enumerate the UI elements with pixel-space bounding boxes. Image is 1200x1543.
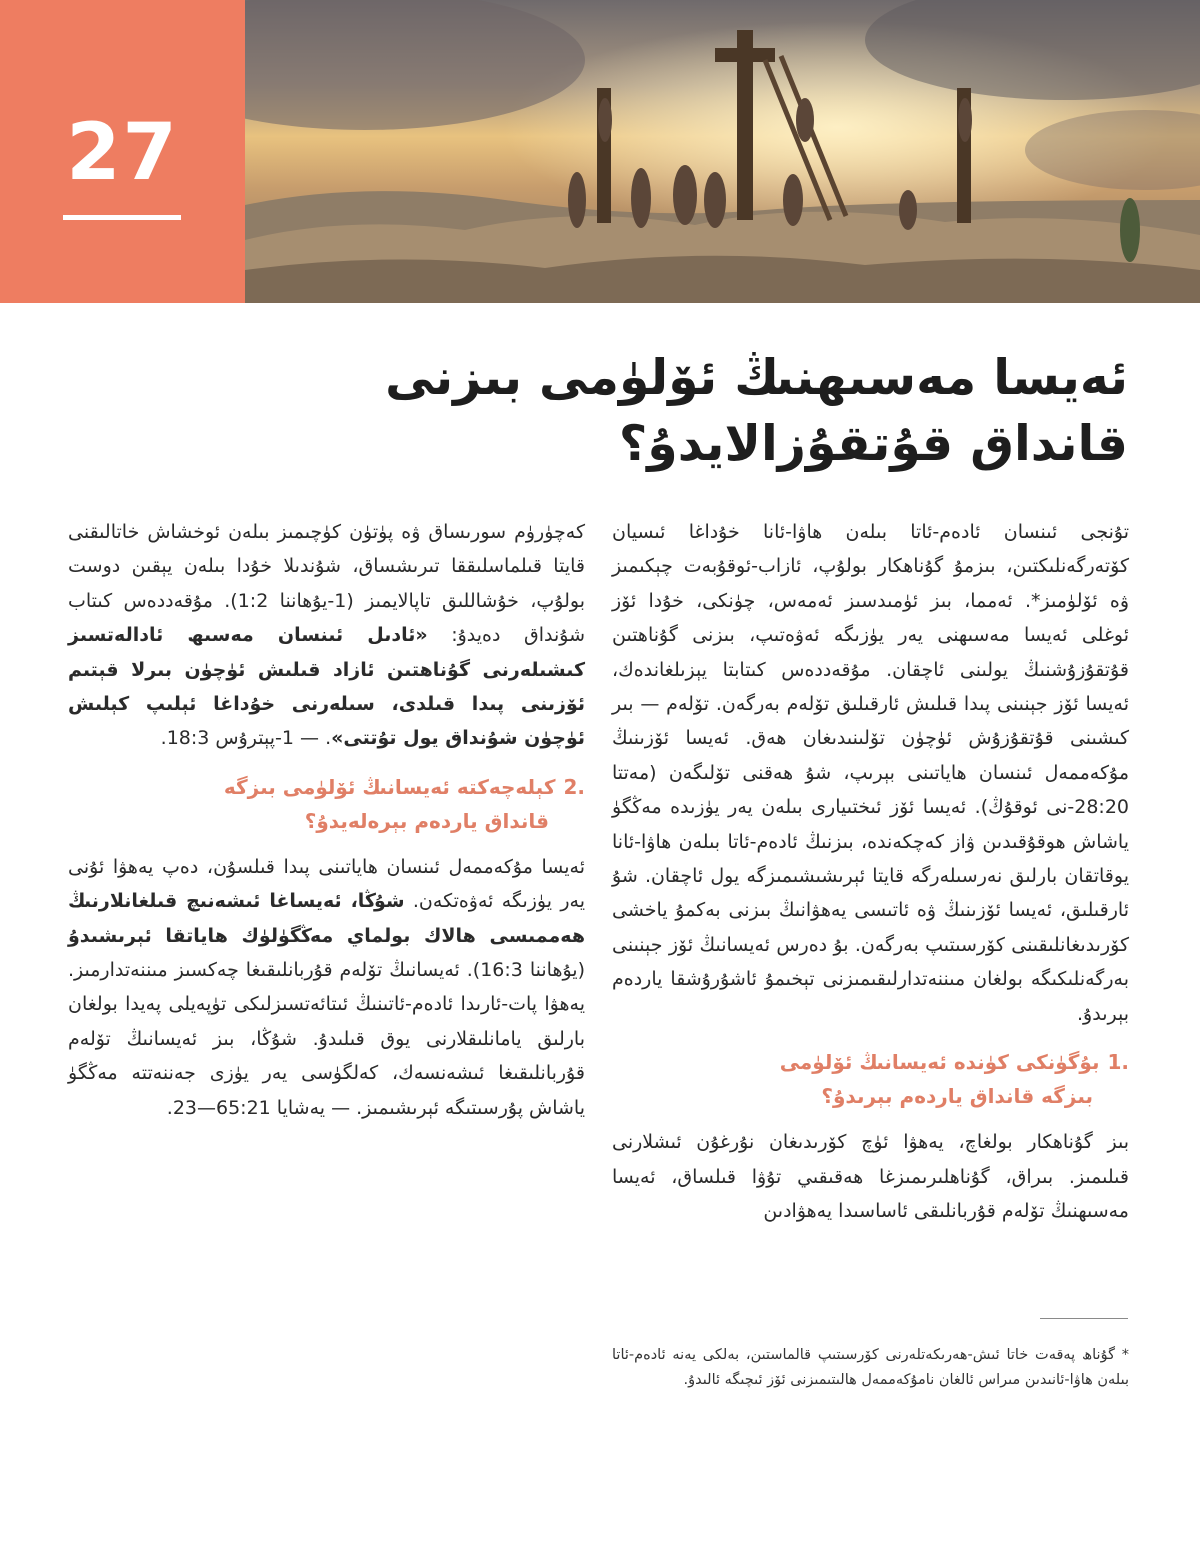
scripture-quote: «ئادىل ئىنسان مەسىھ ئادالەتسىز كىشىلەرنى گۇناھتىن ئازاد قىلىش ئۈچۈن بىرلا قېتىم ئۆزىنى پىدا قىلدى، سىلەرنى خۇداغا ئېلىپ كېلىش ئۈچۈن شۇنداق يول تۇتتى» [68,624,585,750]
paragraph-text: (يۇھاننا 16:3). ئەيسانىڭ تۆلەم قۇربانلىقىغا چەكسىز مىننەتدارمىز. يەھۋا پات-ئارىدا ئادەم-ئاتىنىڭ ئىتائەتسىزلىكى تۈپەيلى پەيدا بولغان بارلىق يامانلىقلارنى يوق قىلىدۇ. شۇڭا، بىز ئەيسانىڭ تۆلەم قۇربانلىقىغا ئىشەنسەك، كەلگۈسى يەر يۈزى جەننەتتە مەڭگۈ ياشاش پۇرسىتىگە ئېرىشىمىز. — يەشايا 65:21—23. [68,959,585,1119]
lesson-number: 27 [66,108,179,198]
crucifixion-scene-illustration [245,0,1200,303]
question-1-heading [612,1045,1129,1113]
lesson-number-box [0,0,245,303]
header-banner [0,0,1200,303]
answer-1-paragraph: بىز گۇناھكار بولغاچ، يەھۋا ئۈچ كۆرىدىغان نۇرغۇن ئىشلارنى قىلىمىز. بىراق، گۇناھلىرىمىزغا ھەقىقىي تۇۋا قىلساق، ئەيسا مەسىھنىڭ تۆلەم قۇربانلىقى ئاساسىدا يەھۋادىن [612,1131,1129,1222]
question-number: .2 [563,774,585,799]
left-column [68,515,585,1125]
question-2-heading [68,770,585,838]
emphasized-text: شۇڭا، ئەيساغا ئىشەنىچ قىلغانلارنىڭ ھەممىسى ھالاك بولماي مەڭگۈلۈك ھاياتقا ئېرىشىدۇ [68,890,585,947]
scripture-reference: . — 1-پېترۇس 18:3. [160,727,332,750]
footnote-divider [1040,1318,1128,1319]
paragraph-text: ئەيسا مۇكەممەل ئىنسان ھاياتىنى پىدا قىلسۇن، دەپ يەھۋا ئۇنى يەر يۈزىگە ئەۋەتكەن. [68,855,585,913]
question-number: .1 [1107,1050,1129,1075]
question-line: كېلەچەكتە ئەيسانىڭ ئۆلۈمى بىزگە [223,774,556,799]
question-line: قانداق ياردەم بېرەلەيدۇ؟ [304,808,549,833]
question-line: بۇگۈنكى كۈندە ئەيسانىڭ ئۆلۈمى [779,1050,1100,1075]
lesson-number-underline [63,215,181,220]
paragraph-text: كەچۈرۈم سورىساق ۋە پۈتۈن كۈچىمىز بىلەن ئوخشاش خاتالىقنى قايتا قىلماسلىققا تىرىشساق، شۇندىلا خۇدا بىلەن يېقىن دوست بولۇپ، خۇشاللىق تاپالايمىز (1-يۇھاننا 1:2). مۇقەددەس كىتاب شۇنداق دەيدۇ: [68,521,585,647]
answer-1-continued-paragraph [68,515,585,756]
right-column [612,515,1129,1228]
intro-paragraph: تۇنجى ئىنسان ئادەم-ئاتا بىلەن ھاۋا-ئانا خۇداغا ئىسيان كۆتەرگەنلىكتىن، بىزمۇ گۇناھكار بولۇپ، ئازاب-ئوقۇبەت چېكىمىز ۋە ئۆلۈمىز*. ئەمما، بىز ئۈمىدسىز ئەمەس، چۈنكى، خۇدا ئۆز ئوغلى ئەيسا مەسىھنى يەر يۈزىگە ئەۋەتىپ، بىزنى گۇناھتىن قۇتقۇزۇشنىڭ يولىنى ئاچقان. مۇقەددەس كىتابتا يېزىلغاندەك، ئەيسا ئۆز جېنىنى پىدا قىلىش ئارقىلىق تۆلەم بەرگەن. تۆلەم — بىر كىشىنى قۇتقۇزۇش ئۈچۈن تۆلىنىدىغان ھەق. ئەيسا ئۆزىنىڭ مۇكەممەل ئىنسان ھاياتىنى بېرىپ، شۇ ھەقنى تۆلىگەن (مەتتا 28:20-نى ئوقۇڭ). ئەيسا ئۆز ئىختىيارى بىلەن يەر يۈزىدە مەڭگۈ ياشاش ھوقۇقىدىن ۋاز كەچكەندە، بىزنىڭ ئادەم-ئاتا بىلەن ھاۋا-ئانا يوقاتقان بارلىق نەرسىلەرگە قايتا ئېرىشىشىمىزگە يول ئاچقان. شۇ ئارقىلىق، ئەيسا ئۆزىنىڭ ۋە ئاتىسى يەھۋانىڭ بىزنى بەكمۇ ياخشى كۆرىدىغانلىقىنى كۆرسىتىپ بەرگەن. بۇ دەرس ئەيسانىڭ ئۆز جېنىنى بەرگەنلىكىگە بولغان مىننەتدارلىقىمىزنى تېخىمۇ ئاشۇرۇشقا ياردەم بېرىدۇ. [612,521,1129,1025]
answer-2-paragraph [68,850,585,1125]
page-title: ئەيسا مەسىھنىڭ ئۆلۈمى بىزنى قانداق قۇتقۇزالايدۇ؟ [385,349,1128,472]
footnote: * گۇناھ پەقەت خاتا ئىش-ھەرىكەتلەرنى كۆرسىتىپ قالماستىن، بەلكى يەنە ئادەم-ئاتا بىلەن ھاۋا-ئانىدىن مىراس ئالغان نامۇكەممەل ھالىتىمىزنى ئۆز ئىچىگە ئالىدۇ. [612,1346,1129,1388]
question-line: بىزگە قانداق ياردەم بېرىدۇ؟ [821,1084,1093,1109]
hero-illustration [245,0,1200,303]
